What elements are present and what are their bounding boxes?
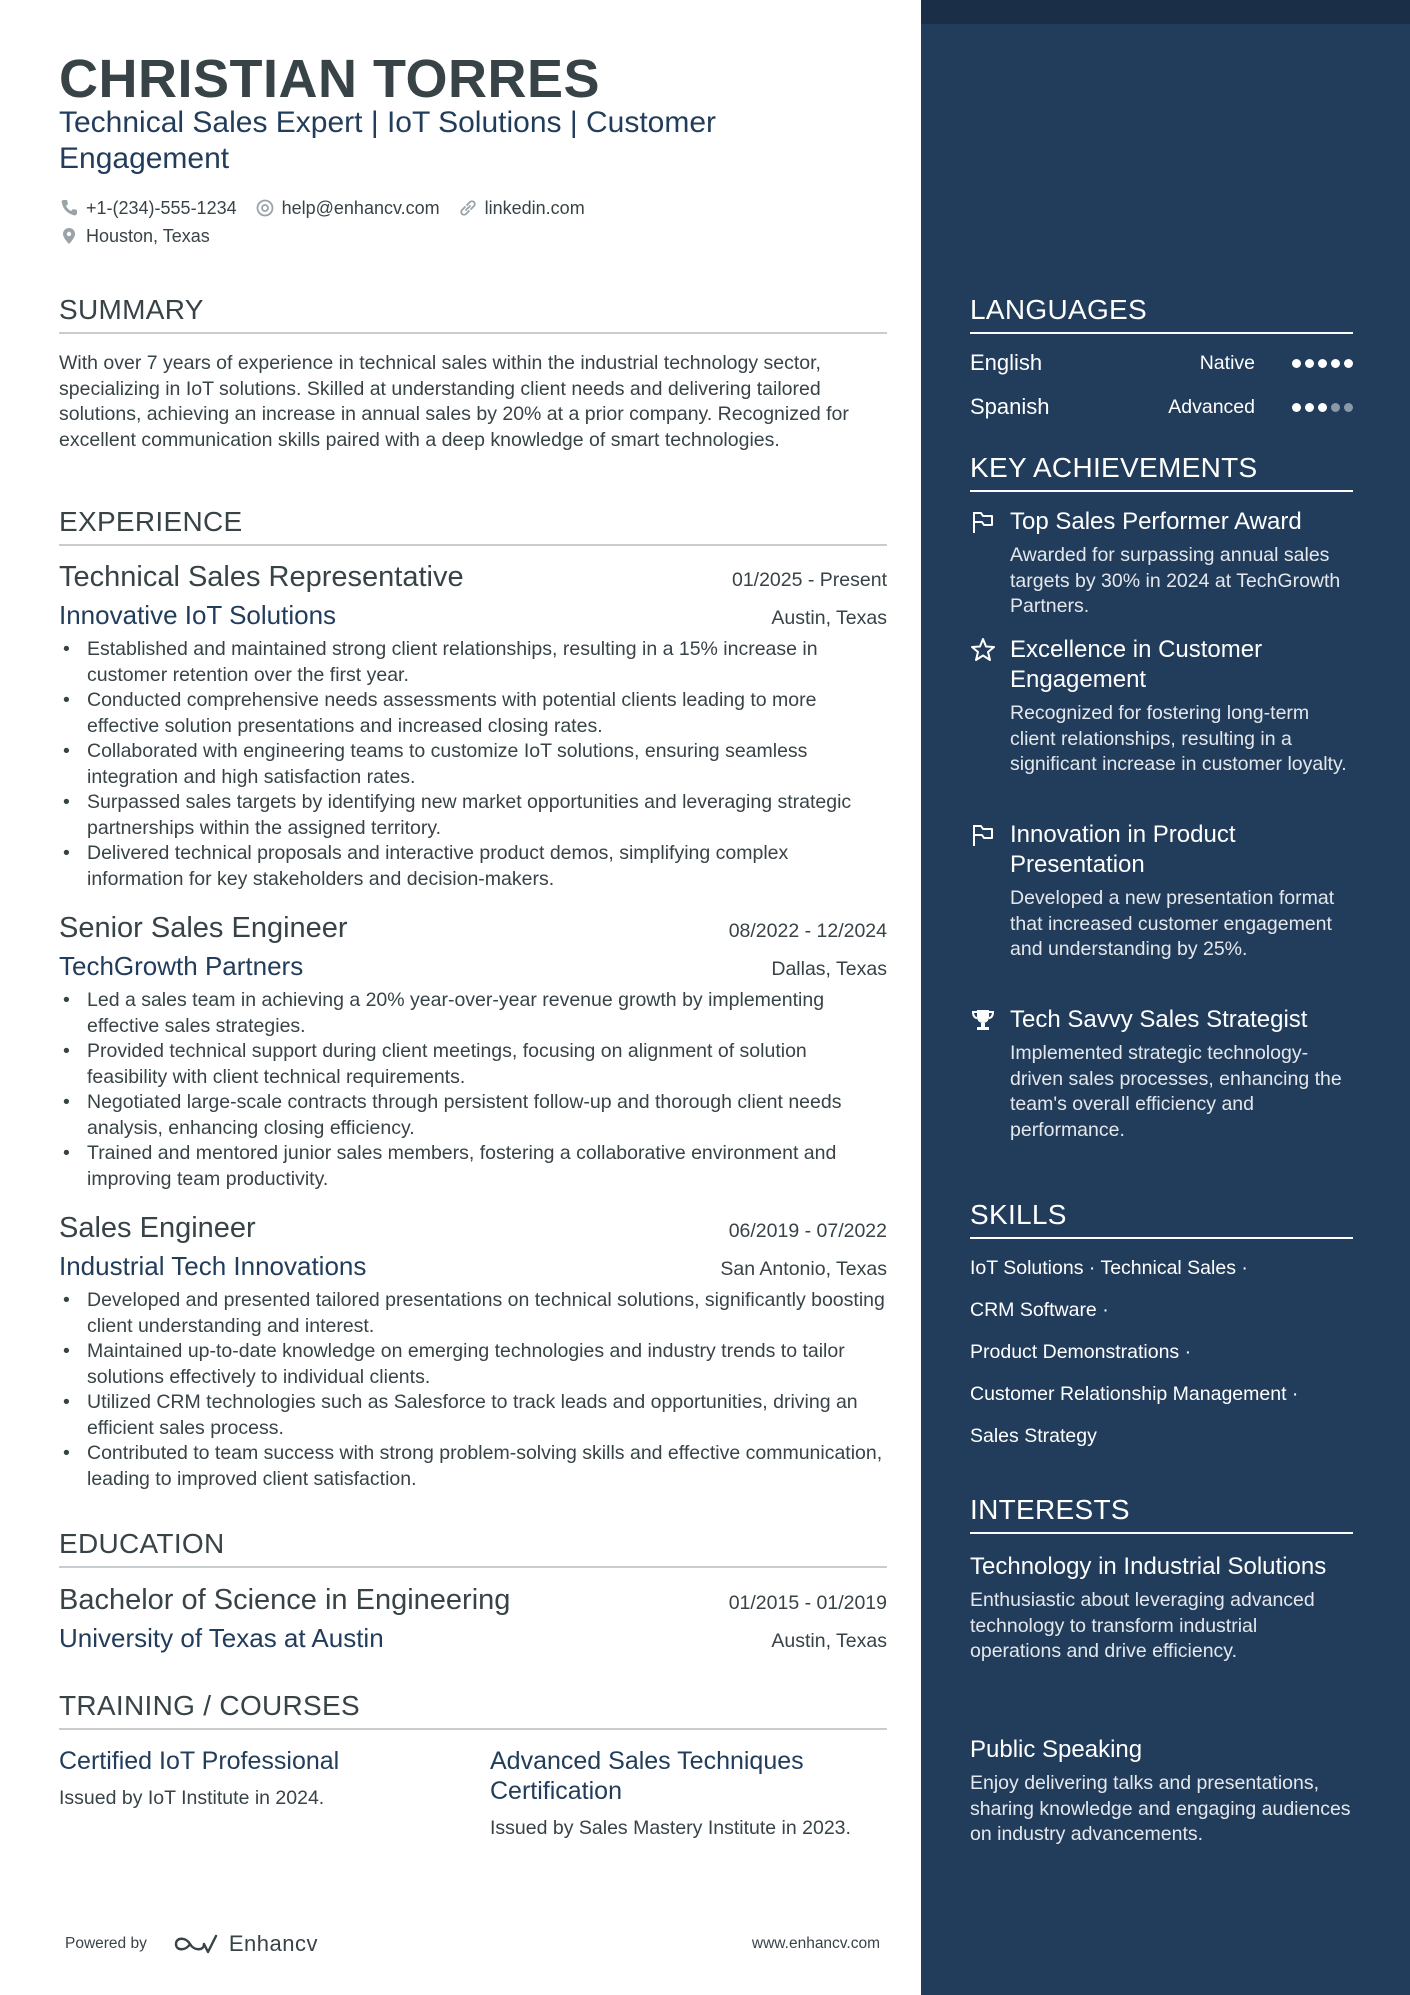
bullet-item: • Developed and presented tailored presentations on technical solutions, significantly boosting client understanding and interest. <box>59 1288 887 1339</box>
dot-filled <box>1292 359 1301 368</box>
job-title: Technical Sales Representative <box>59 561 464 593</box>
language-level: Native <box>1199 351 1255 374</box>
course-entry <box>490 1746 887 1842</box>
phone-contact <box>59 198 237 219</box>
dot-filled <box>1344 359 1353 368</box>
skills-row: Customer Relationship Management · <box>970 1383 1299 1405</box>
job-dates: 06/2019 - 07/2022 <box>728 1220 887 1242</box>
job-company: Innovative IoT Solutions <box>59 600 337 630</box>
bullet-item: • Surpassed sales targets by identifying new market opportunities and leveraging strategic partnerships within the assigned territory. <box>59 790 887 841</box>
summary-heading: SUMMARY <box>59 294 887 334</box>
skills-row: IoT Solutions · Technical Sales · <box>970 1257 1248 1279</box>
email-contact[interactable] <box>255 198 440 219</box>
achievement-title: Excellence in Customer Engagement <box>1010 636 1263 693</box>
location-text: Houston, Texas <box>86 225 210 246</box>
achievement-title: Innovation in Product Presentation <box>1010 821 1236 878</box>
interest-item <box>970 1735 1353 1848</box>
powered-by <box>65 1931 318 1957</box>
dot-filled <box>1305 403 1314 412</box>
interest-title: Public Speaking <box>970 1736 1143 1763</box>
bullet-item: • Maintained up-to-date knowledge on emerging technologies and industry trends to tailor solutions effectively to individual clients. <box>59 1339 887 1390</box>
summary-text: With over 7 years of experience in technical sales within the industrial technology sector, specializing in IoT solutions. Skilled at understanding client needs and delivering tailored solutions, achieving an increase in annual sales by 20% at a prior company. Recognized for excellent communication skills paired with a deep knowledge of smart technologies. <box>59 352 849 451</box>
achievement-item <box>970 507 1353 620</box>
contact-info <box>59 194 887 250</box>
link-icon <box>458 198 478 218</box>
bullet-item: • Contributed to team success with strong problem-solving skills and effective communication, leading to improved client satisfaction. <box>59 1441 887 1492</box>
bullet-item: • Conducted comprehensive needs assessments with potential clients leading to more effective solution presentations and increased closing rates. <box>59 688 887 739</box>
languages-heading: LANGUAGES <box>970 294 1353 334</box>
achievement-desc: Developed a new presentation format that increased customer engagement and understanding by 25%. <box>1010 887 1335 960</box>
bullet-item: • Provided technical support during client meetings, focusing on alignment of solution feasibility with client technical requirements. <box>59 1039 887 1090</box>
phone-text: +1-(234)-555-1234 <box>86 197 237 218</box>
candidate-name: CHRISTIAN TORRES <box>59 49 601 109</box>
skill-item: Customer Relationship Management <box>970 1383 1287 1405</box>
achievement-item <box>970 635 1353 778</box>
email-text[interactable]: help@enhancv.com <box>281 197 440 218</box>
enhancv-logo-icon <box>173 1931 219 1957</box>
achievements-heading: KEY ACHIEVEMENTS <box>970 452 1353 492</box>
proficiency-dots <box>1288 403 1353 412</box>
school: University of Texas at Austin <box>59 1623 384 1653</box>
star-icon <box>970 637 996 663</box>
job-bullets <box>59 637 887 892</box>
dot-filled <box>1292 403 1301 412</box>
achievement-title: Tech Savvy Sales Strategist <box>1010 1006 1308 1033</box>
bullet-item: • Utilized CRM technologies such as Salesforce to track leads and opportunities, driving an efficient sales process. <box>59 1390 887 1441</box>
language-item <box>970 350 1353 376</box>
bullet-item: • Collaborated with engineering teams to customize IoT solutions, ensuring seamless integration and high satisfaction rates. <box>59 739 887 790</box>
job-title: Sales Engineer <box>59 1212 256 1244</box>
dot-empty <box>1331 403 1340 412</box>
job-bullets <box>59 1288 887 1492</box>
course-entry <box>59 1746 459 1812</box>
skill-item: Technical Sales <box>1100 1257 1236 1279</box>
linkedin-text[interactable]: linkedin.com <box>484 197 585 218</box>
interests-heading: INTERESTS <box>970 1494 1353 1534</box>
language-level: Advanced <box>1168 395 1255 418</box>
phone-icon <box>59 198 79 218</box>
trophy-icon <box>970 1007 996 1033</box>
dot-filled <box>1305 359 1314 368</box>
flag-icon <box>970 822 996 848</box>
course-title: Advanced Sales Techniques Certification <box>490 1747 804 1805</box>
bullet-item: • Established and maintained strong client relationships, resulting in a 15% increase in customer retention over the first year. <box>59 637 887 688</box>
job-location: Dallas, Texas <box>771 958 887 980</box>
skill-item: Sales Strategy <box>970 1425 1097 1447</box>
training-heading: TRAINING / COURSES <box>59 1690 887 1730</box>
skill-item: IoT Solutions <box>970 1257 1084 1279</box>
achievement-desc: Awarded for surpassing annual sales targets by 30% in 2024 at TechGrowth Partners. <box>1010 544 1341 617</box>
website-link[interactable]: www.enhancv.com <box>751 1935 880 1952</box>
achievement-desc: Implemented strategic technology-driven sales processes, enhancing the team's overall efficiency and performance. <box>1010 1042 1342 1141</box>
course-desc: Issued by IoT Institute in 2024. <box>59 1787 325 1809</box>
job-dates: 01/2025 - Present <box>731 569 887 591</box>
degree: Bachelor of Science in Engineering <box>59 1584 511 1616</box>
bullet-item: • Negotiated large-scale contracts through persistent follow-up and thorough client needs analysis, enhancing closing efficiency. <box>59 1090 887 1141</box>
sidebar <box>921 0 1410 1995</box>
job-entry <box>59 912 887 1192</box>
dot-filled <box>1331 359 1340 368</box>
at-icon <box>255 198 275 218</box>
language-name: English <box>970 350 1043 375</box>
achievement-item <box>970 1005 1353 1143</box>
achievement-item <box>970 820 1353 963</box>
proficiency-dots <box>1288 359 1353 368</box>
dot-filled <box>1318 359 1327 368</box>
bullet-item: • Led a sales team in achieving a 20% year-over-year revenue growth by implementing effective sales strategies. <box>59 988 887 1039</box>
achievement-desc: Recognized for fostering long-term client relationships, resulting in a significant increase in customer loyalty. <box>1010 702 1347 775</box>
skills-row: CRM Software · <box>970 1299 1109 1321</box>
skill-item: Product Demonstrations <box>970 1341 1180 1363</box>
location-contact <box>59 226 210 247</box>
footer <box>65 1929 880 1959</box>
dot-empty <box>1344 403 1353 412</box>
job-bullets <box>59 988 887 1192</box>
sidebar-top-bar <box>921 0 1410 24</box>
location-pin-icon <box>59 226 79 246</box>
headline: Technical Sales Expert | IoT Solutions | Customer Engagement <box>59 106 716 175</box>
linkedin-contact[interactable] <box>458 198 585 219</box>
course-title: Certified IoT Professional <box>59 1747 340 1775</box>
powered-by-label: Powered by <box>65 1935 147 1952</box>
interest-title: Technology in Industrial Solutions <box>970 1553 1327 1580</box>
education-dates: 01/2015 - 01/2019 <box>728 1592 887 1614</box>
dot-filled <box>1318 403 1327 412</box>
bullet-item: • Trained and mentored junior sales members, fostering a collaborative environment and improving team productivity. <box>59 1141 887 1192</box>
job-location: Austin, Texas <box>771 607 887 629</box>
bullet-item: • Delivered technical proposals and interactive product demos, simplifying complex information for key stakeholders and decision-makers. <box>59 841 887 892</box>
job-location: San Antonio, Texas <box>720 1258 887 1280</box>
achievement-title: Top Sales Performer Award <box>1010 508 1302 535</box>
job-entry <box>59 1212 887 1492</box>
language-name: Spanish <box>970 394 1050 419</box>
skills-heading: SKILLS <box>970 1199 1353 1239</box>
skills-row <box>970 1425 1097 1448</box>
job-entry <box>59 561 887 892</box>
job-company: Industrial Tech Innovations <box>59 1251 367 1281</box>
skill-item: CRM Software <box>970 1299 1097 1321</box>
interest-item <box>970 1552 1353 1665</box>
education-heading: EDUCATION <box>59 1528 887 1568</box>
course-desc: Issued by Sales Mastery Institute in 2023. <box>490 1817 851 1839</box>
job-title: Senior Sales Engineer <box>59 912 348 944</box>
job-company: TechGrowth Partners <box>59 951 304 981</box>
education-location: Austin, Texas <box>771 1630 887 1652</box>
interest-desc: Enjoy delivering talks and presentations, sharing knowledge and engaging audiences on industry advancements. <box>970 1772 1351 1845</box>
job-dates: 08/2022 - 12/2024 <box>728 920 887 942</box>
language-item <box>970 394 1353 420</box>
flag-icon <box>970 509 996 535</box>
experience-heading: EXPERIENCE <box>59 506 887 546</box>
skills-row: Product Demonstrations · <box>970 1341 1192 1363</box>
interest-desc: Enthusiastic about leveraging advanced technology to transform industrial operations and drive efficiency. <box>970 1589 1315 1662</box>
education-entry <box>59 1584 887 1654</box>
brand-name: Enhancv <box>228 1931 318 1956</box>
